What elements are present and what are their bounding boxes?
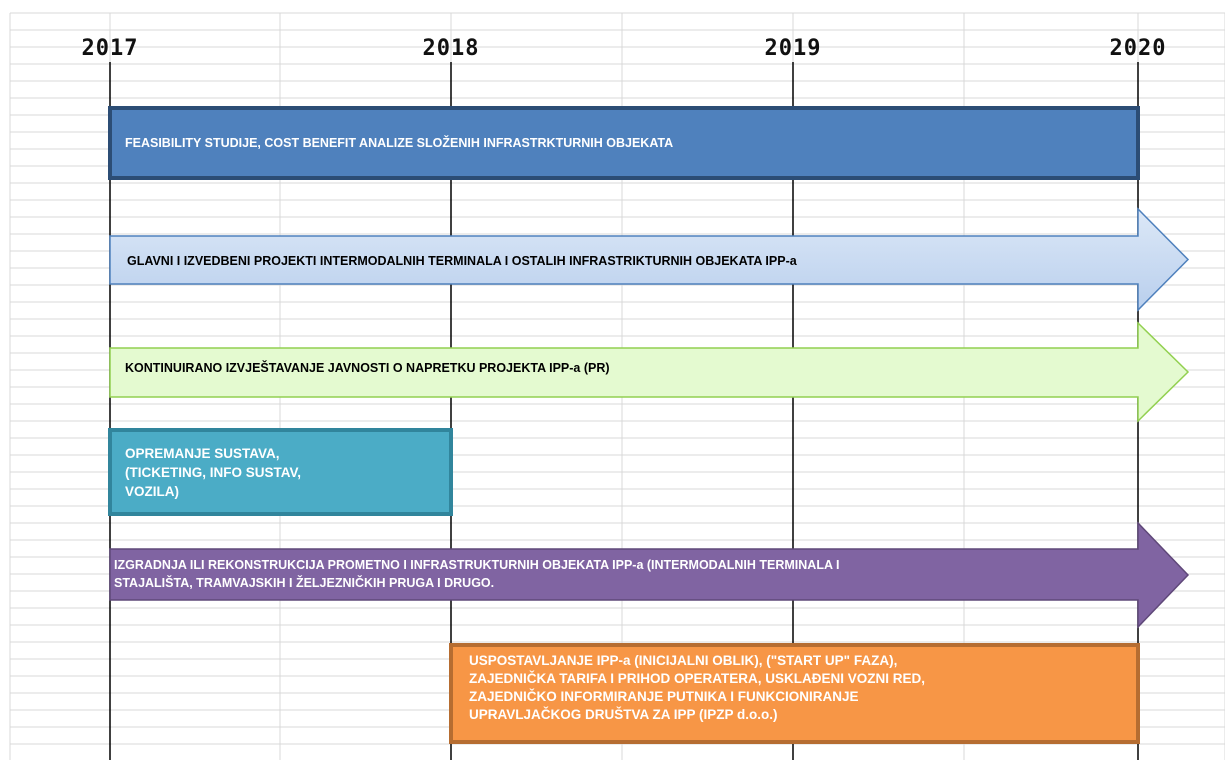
year-label-2020: 2020	[1109, 36, 1167, 61]
uspostavljanje-box-label: USPOSTAVLJANJE IPP-a (INICIJALNI OBLIK), ("START UP" FAZA), ZAJEDNIČKA TARIFA I PRIHOD OPERATERA, USKLAĐENI VOZNI RED, ZAJEDNIČKO INFORMIRANJE PUTNIKA I FUNKCIONIRANJE UPRAVLJAČKOG DRUŠTVA ZA IPP (IPZP d.o.o.)	[469, 653, 926, 722]
feasibility-bar-label: FEASIBILITY STUDIJE, COST BENEFIT ANALIZE SLOŽENIH INFRASTRKTURNIH OBJEKATA	[125, 136, 674, 150]
year-label-2018: 2018	[422, 36, 480, 61]
year-label-2019: 2019	[764, 36, 822, 61]
izgradnja-arrow-label: IZGRADNJA ILI REKONSTRUKCIJA PROMETNO I INFRASTRUKTURNIH OBJEKATA IPP-a (INTERMODALNIH TERMINALA I STAJALIŠTA, TRAMVAJSKIH I ŽELJEZNIČKIH PRUGA I DRUGO.	[114, 558, 840, 590]
year-label-2017: 2017	[81, 36, 139, 61]
glavni-projekti-arrow-label: GLAVNI I IZVEDBENI PROJEKTI INTERMODALNIH TERMINALA I OSTALIH INFRASTRIKTURNIH OBJEKATA IPP-a	[127, 254, 797, 268]
izvjestavanje-arrow-label: KONTINUIRANO IZVJEŠTAVANJE JAVNOSTI O NAPRETKU PROJEKTA IPP-a (PR)	[125, 361, 610, 375]
opremanje-box-label: OPREMANJE SUSTAVA, (TICKETING, INFO SUSTAV, VOZILA)	[125, 446, 302, 499]
